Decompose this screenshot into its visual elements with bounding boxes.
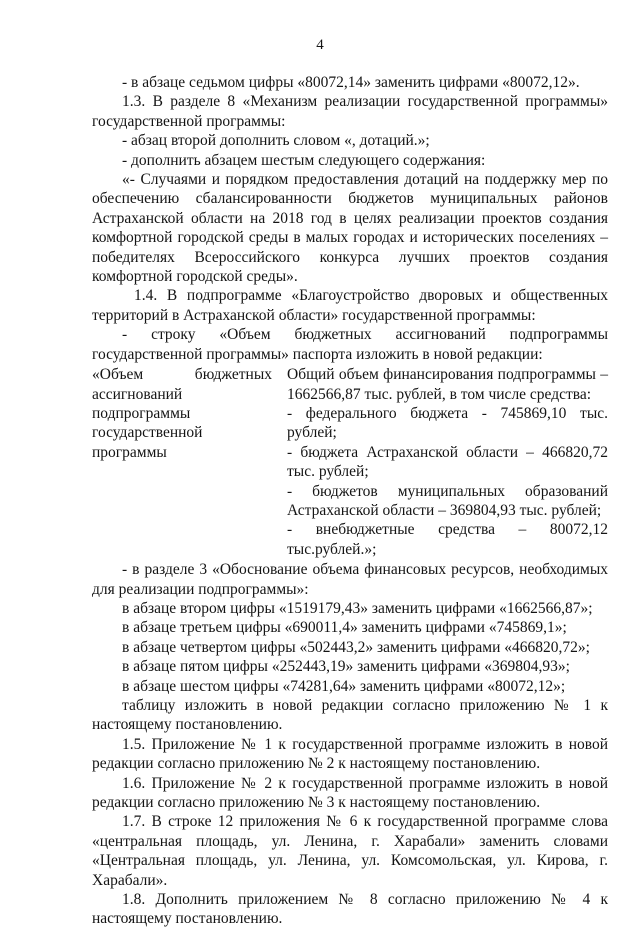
paragraph-add-word: - абзац второй дополнить словом «, дотаций.»; — [122, 132, 430, 150]
list-item-sixth: в абзаце шестом цифры «74281,64» заменить цифрами «80072,12»; — [122, 677, 566, 695]
paragraph-section-3: - в разделе 3 «Обоснование объема финансовых ресурсов, необходимых для реализации подпрограммы»: — [92, 561, 608, 598]
paragraph-1-8: 1.8. Дополнить приложением № 8 согласно приложению № 4 к настоящему постановлению. — [92, 891, 608, 928]
list-item-fifth: в абзаце пятом цифры «252443,19» заменить цифрами «369804,93»; — [122, 658, 570, 676]
funding-extrabudgetary: - внебюджетные средства – 80072,12 тыс.рублей.»; — [287, 521, 608, 558]
funding-regional: - бюджета Астраханской области – 466820,72 тыс. рублей; — [287, 443, 608, 481]
page-number: 4 — [316, 37, 324, 53]
paragraph-1-7: 1.7. В строке 12 приложения № 6 к государственной программе слова «центральная площадь, ул. Ленина, г. Харабали» заменить словами «Центральная площадь, ул. Ленина, ул. Комсомольская, ул. Кирова, г. Харабали». — [92, 813, 608, 889]
document-body — [92, 73, 608, 929]
passport-table — [92, 365, 608, 559]
paragraph-add-sixth: - дополнить абзацем шестым следующего содержания: — [122, 151, 486, 169]
passport-table-label: «Объем бюджетных ассигнований подпрограммы государственной программы — [92, 366, 272, 461]
funding-municipal: - бюджетов муниципальных образований Астраханской области – 369804,93 тыс. рублей; — [287, 482, 608, 519]
list-item-third: в абзаце третьем цифры «690011,4» заменить цифрами «745869,1»; — [122, 619, 567, 637]
paragraph-1-6: 1.6. Приложение № 2 к государственной программе изложить в новой редакции согласно приложению № 3 к настоящему постановлению. — [92, 774, 608, 812]
paragraph-amend-seventh: - в абзаце седьмом цифры «80072,14» заменить цифрами «80072,12». — [122, 74, 580, 91]
list-item-second: в абзаце втором цифры «1519179,43» заменить цифрами «1662566,87»; — [122, 599, 593, 617]
paragraph-1-5: 1.5. Приложение № 1 к государственной программе изложить в новой редакции согласно приложению № 2 к настоящему постановлению. — [92, 735, 608, 773]
passport-table-values — [287, 365, 608, 559]
paragraph-passport-row: - строку «Объем бюджетных ассигнований подпрограммы государственной программы» паспорта изложить в новой редакции: — [92, 326, 608, 363]
paragraph-quoted-cases: «- Случаями и порядком предоставления дотаций на поддержку мер по обеспечению сбалансированности бюджетов муниципальных районов Астраханской области на 2018 год в целях реализации проектов создания комфортной городской среды в малых городах и исторических поселениях – победителях Всероссийского конкурса лучших проектов создания комфортной городской среды». — [92, 171, 608, 286]
paragraph-1-4: 1.4. В подпрограмме «Благоустройство дворовых и общественных территорий в Астраханской области» государственной программы: — [92, 287, 608, 324]
list-item-fourth: в абзаце четвертом цифры «502443,2» заменить цифрами «466820,72»; — [122, 638, 590, 656]
paragraph-table-edition: таблицу изложить в новой редакции согласно приложению № 1 к настоящему постановлению. — [92, 697, 608, 734]
funding-total: Общий объем финансирования подпрограммы – 1662566,87 тыс. рублей, в том числе средства: — [287, 366, 608, 403]
funding-federal: - федерального бюджета - 745869,10 тыс. рублей; — [287, 404, 608, 442]
paragraph-1-3: 1.3. В разделе 8 «Механизм реализации государственной программы» государственной программы: — [92, 93, 608, 130]
